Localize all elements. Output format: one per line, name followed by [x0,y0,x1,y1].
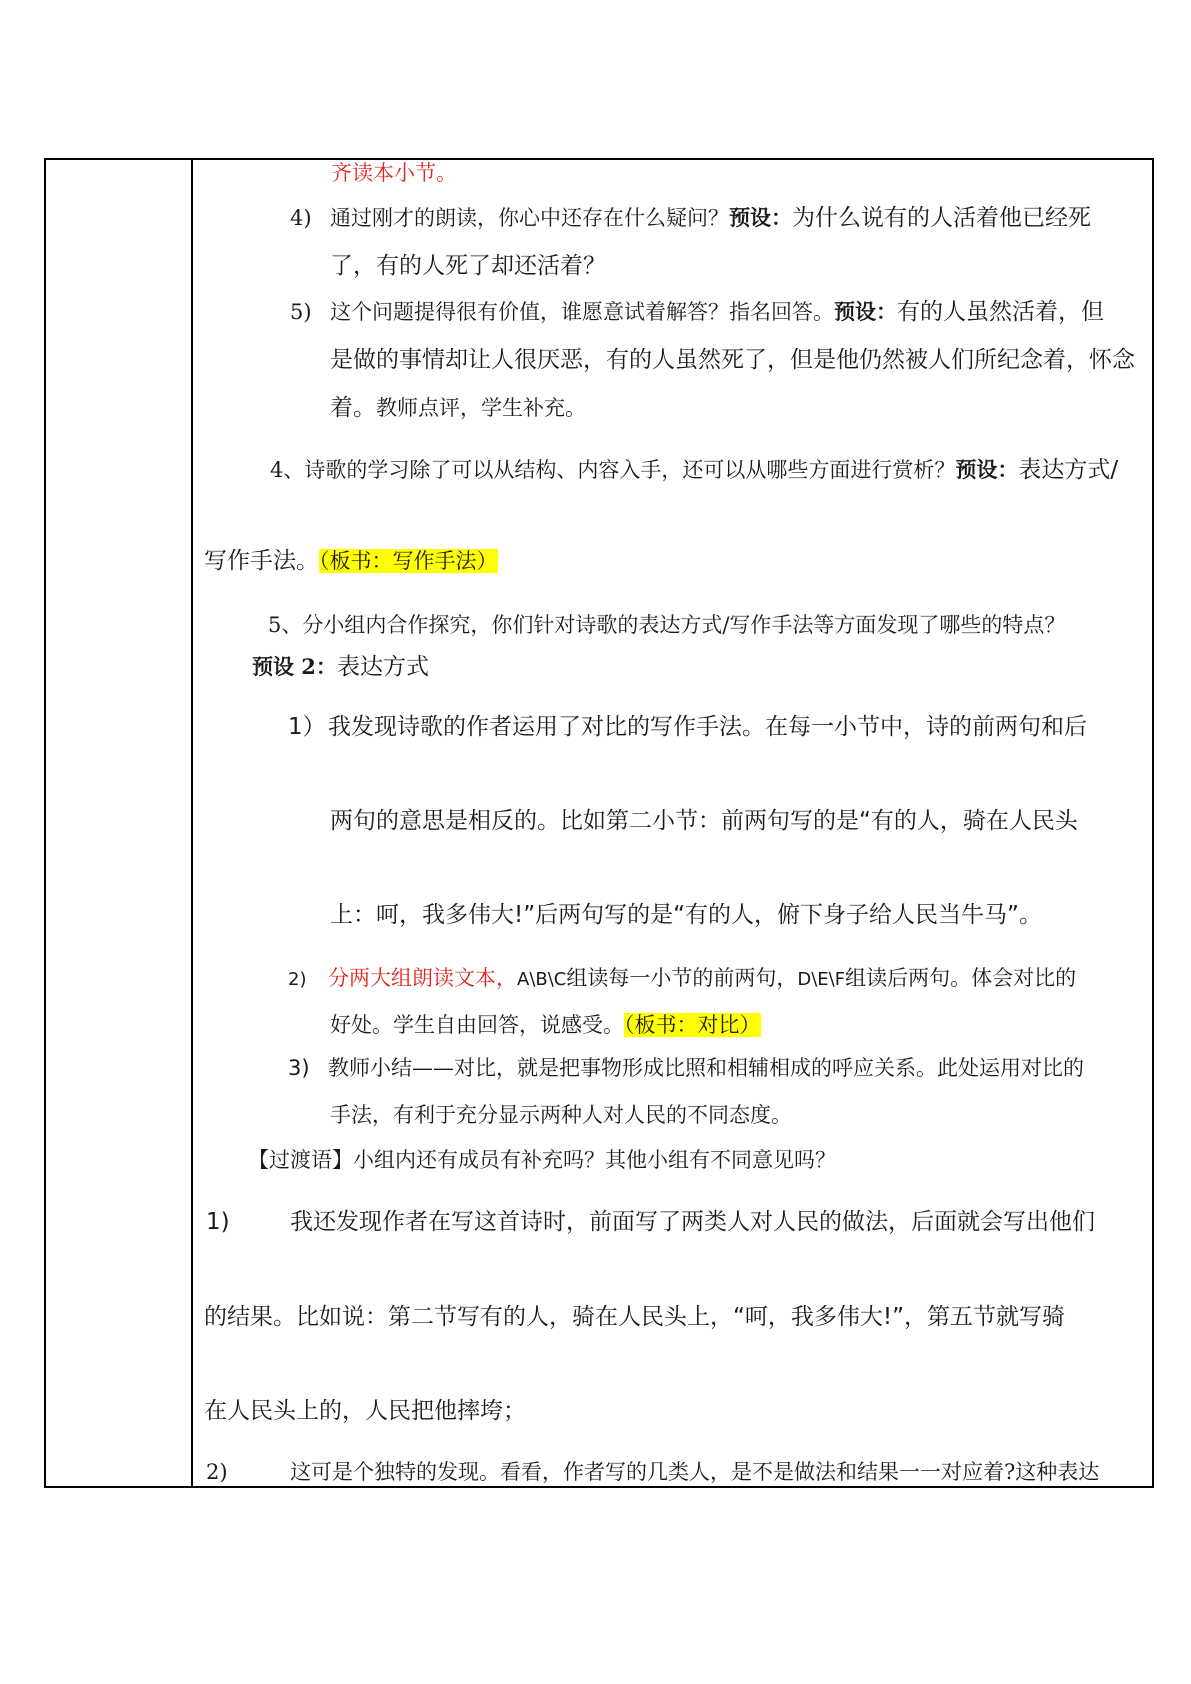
step-5-end: 着。教师点评，学生补充。 [330,395,586,421]
finding-2-continued: 的结果。比如说：第二节写有的人，骑在人民头上，“呵，我多伟大!”，第五节就写骑 [204,1304,1066,1330]
finding-1: 1） 我发现诗歌的作者运用了对比的写作手法。在每一小节中，诗的前两句和后 [288,714,1087,740]
finding-2: 1) 我还发现作者在写这首诗时，前面写了两类人对人民的做法，后面就会写出他们 [206,1209,1095,1235]
table-border-left [44,158,46,1488]
question-5: 5、分小组内合作探究，你们针对诗歌的表达方式/写作手法等方面发现了哪些的特点？ [268,613,1066,637]
step-2-continued: 好处。学生自由回答，说感受。（板书：对比） [330,1013,761,1037]
step-5-continued: 是做的事情却让人很厌恶，有的人虽然死了，但是他仍然被人们所纪念着，怀念 [330,347,1135,373]
board-note-highlight: （板书：写作手法） [319,549,498,573]
question-4 [270,455,1118,485]
step-text: 这个问题提得很有价值，谁愿意试着解答？指名回答。 [330,300,834,324]
preset-label: 预设： [729,205,792,230]
finding-2-end: 在人民头上的，人民把他摔垮； [204,1398,526,1424]
line-read-section: 齐读本小节。 [331,161,457,185]
finding-1-end: 上：呵，我多伟大!”后两句写的是“有的人，俯下身子给人民当牛马”。 [330,902,1042,928]
step-number: 1) [206,1209,230,1235]
table-column-divider [191,158,193,1488]
board-note-highlight: （板书：对比） [624,1013,761,1037]
step-3-summary: 3) 教师小结——对比，就是把事物形成比照和相辅相成的呼应关系。此处运用对比的 [288,1053,1084,1083]
preset-2-heading: 预设 2：表达方式 [252,654,429,680]
table-border-top [44,158,1154,160]
step-2-reading: 2) 分两大组朗读文本，A\B\C组读每一小节的前两句，D\E\F组读后两句。体会对比的 [288,963,1076,995]
step-number: 5) [290,300,312,324]
table-border-right [1152,158,1154,1488]
step-4-continued: 了，有的人死了却还活着？ [330,253,606,279]
question-4-continued: 写作手法。（板书：写作手法） [204,548,498,574]
preset-answer: 表达方式/ [1018,457,1119,483]
step-4-question [290,203,1091,233]
finding-1-continued: 两句的意思是相反的。比如第二小节：前两句写的是“有的人，骑在人民头 [330,808,1078,834]
step-5-question [290,297,1104,327]
step-text: 通过刚才的朗读，你心中还存在什么疑问？ [330,206,729,230]
preset-answer: 为什么说有的人活着他已经死 [792,205,1091,231]
preset-label: 预设 2： [252,654,337,679]
step-number: 4) [290,206,312,230]
step-number: 3) [288,1056,310,1080]
question-text: 4、诗歌的学习除了可以从结构、内容入手，还可以从哪些方面进行赏析？ [270,458,956,482]
preset-answer: 有的人虽然活着，但 [897,299,1104,325]
transition-line: 【过渡语】小组内还有成员有补充吗？其他小组有不同意见吗？ [248,1148,836,1172]
step-number: 1） [288,714,326,740]
preset-label: 预设： [834,299,897,324]
teacher-comment: 2) 这可是个独特的发现。看看，作者写的几类人，是不是做法和结果一一对应着?这种表达 [206,1457,1099,1487]
step-number: 2) [206,1460,228,1484]
preset-label: 预设： [955,457,1019,482]
step-3-continued: 手法，有利于充分显示两种人对人民的不同态度。 [330,1103,792,1127]
step-number: 2) [288,969,307,990]
